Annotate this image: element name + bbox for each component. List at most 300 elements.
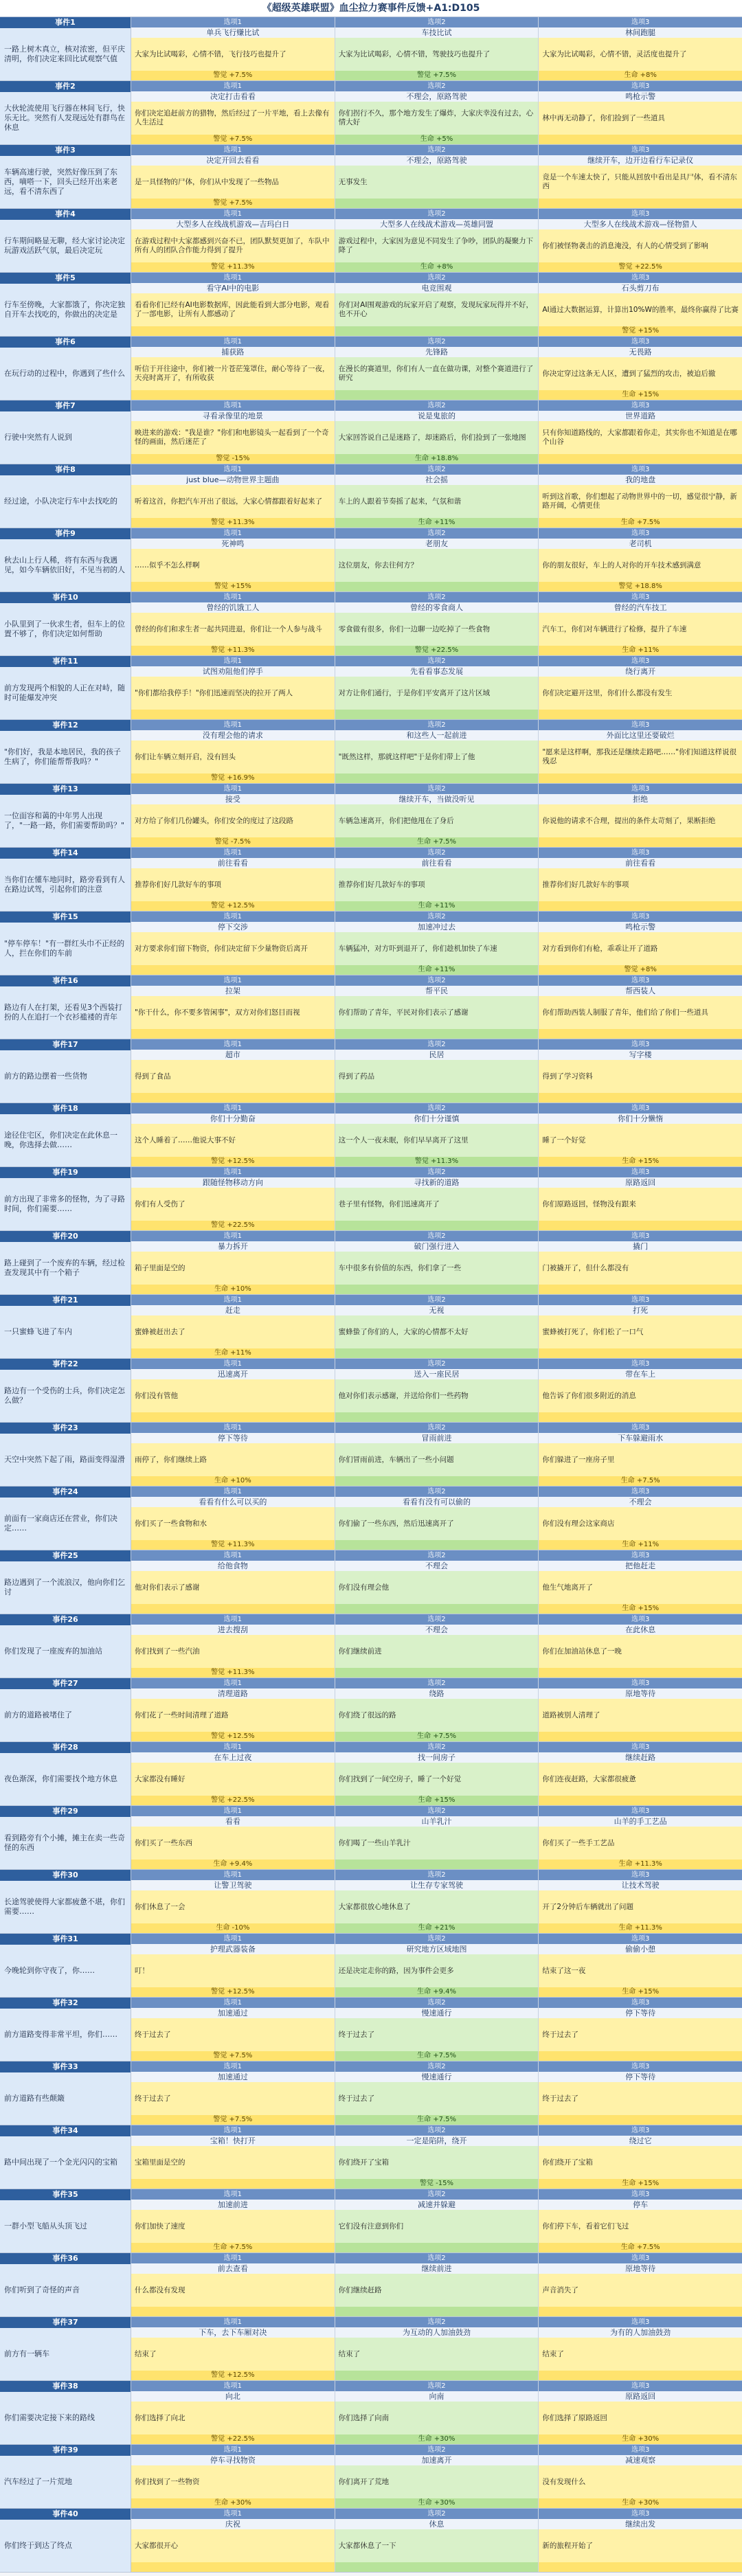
option-cell [335, 1934, 539, 1997]
option-result: 推荐你们好几款好车的事项 [131, 868, 335, 901]
option-label: 选项3 [539, 2125, 742, 2136]
option-effect [335, 773, 539, 783]
event-question: 路边有一个受伤的士兵，你们决定怎么做？ [4, 1386, 125, 1405]
option-title: 和这些人一起前进 [335, 730, 539, 741]
event-options [131, 145, 742, 208]
option-label: 选项1 [131, 1103, 335, 1114]
option-effect [335, 1860, 539, 1869]
option-label: 选项2 [335, 1550, 539, 1561]
option-label: 选项1 [131, 273, 335, 283]
option-title: 庆祝 [131, 2519, 335, 2529]
option-result: 曾经的你们和求生者一起共同进退，你们让一个人参与战斗 [131, 613, 335, 646]
option-effect: 警觉 +22.5% [539, 262, 742, 272]
option-label: 选项3 [539, 209, 742, 219]
option-effect: 警觉 +12.5% [131, 1732, 335, 1741]
option-cell [131, 17, 335, 80]
option-cell [335, 912, 539, 975]
option-effect [335, 1412, 539, 1422]
option-result: 无事发生 [335, 166, 539, 199]
option-label: 选项2 [335, 337, 539, 347]
option-effect [131, 2562, 335, 2572]
event-row [0, 1039, 742, 1103]
option-effect [131, 965, 335, 975]
option-effect [539, 1732, 742, 1741]
option-title: 你们十分懒惰 [539, 1114, 742, 1124]
event-name: 事件3 [0, 145, 131, 156]
option-result: 你们休息了一会 [131, 1890, 335, 1923]
event-name: 事件23 [0, 1423, 131, 1434]
option-cell [539, 2253, 742, 2316]
option-title: 护理武器装备 [131, 1944, 335, 1954]
option-effect: 生命 +7.5% [539, 1476, 742, 1486]
option-title: 写字楼 [539, 1050, 742, 1060]
option-effect [131, 390, 335, 400]
option-cell [539, 2189, 742, 2252]
event-name: 事件5 [0, 273, 131, 284]
event-question: 一只蜜蜂飞进了车内 [4, 1327, 72, 1336]
event-question: 途径住宅区，你们决定在此休息一晚，你选择去做…… [4, 1131, 117, 1149]
option-result: 这位朋友，你去往何方？ [335, 549, 539, 582]
option-cell [131, 337, 335, 400]
event-name: 事件21 [0, 1295, 131, 1306]
option-effect: 生命 +30% [335, 2434, 539, 2444]
option-cell [131, 1678, 335, 1741]
option-result: 你们决定避开这里，你们什么都没有发生 [539, 677, 742, 710]
event-info [0, 337, 131, 400]
event-row [0, 1678, 742, 1742]
option-label: 选项1 [131, 2189, 335, 2200]
event-info [0, 17, 131, 80]
event-name: 事件12 [0, 720, 131, 731]
event-info [0, 1870, 131, 1933]
event-info [0, 1934, 131, 1997]
event-name: 事件35 [0, 2189, 131, 2200]
event-question: 大伙轮流使用飞行器在林间飞行，快乐无比。突然有人发现远处有群鸟在休息 [4, 104, 125, 132]
option-effect: 警觉 +15% [131, 582, 335, 591]
option-label: 选项3 [539, 656, 742, 666]
event-row [0, 1998, 742, 2061]
option-effect: 警觉 +11.3% [131, 518, 335, 528]
option-result: 只有你知道路线的，大家都跟着你走，其实你也不知道是在哪个山谷 [539, 421, 742, 454]
option-cell [539, 1359, 742, 1422]
option-result: 你们拐行不久，那个地方发生了爆炸，大家庆幸没有过去，心情大好 [335, 102, 539, 135]
option-title: 先看看事态发展 [335, 666, 539, 677]
option-cell [131, 2509, 335, 2572]
option-effect: 生命 +30% [539, 2498, 742, 2508]
option-effect: 警觉 +7.5% [131, 199, 335, 208]
option-effect [131, 1029, 335, 1039]
option-label: 选项1 [131, 720, 335, 730]
option-cell [539, 2445, 742, 2508]
option-label: 选项3 [539, 337, 742, 347]
event-info [0, 2125, 131, 2189]
event-options [131, 1167, 742, 1230]
option-effect [335, 2371, 539, 2380]
option-cell [335, 1103, 539, 1166]
event-row [0, 209, 742, 273]
event-question: 前面有一家商店还在营业，你们决定…… [4, 1514, 117, 1533]
option-cell [539, 528, 742, 591]
option-title: 曾经的饥饿工人 [131, 602, 335, 613]
option-label: 选项3 [539, 1934, 742, 1944]
option-cell [131, 2317, 335, 2380]
option-cell [335, 1423, 539, 1486]
option-title: 帮西装人 [539, 986, 742, 996]
event-options [131, 2509, 742, 2572]
option-result: 你们冒雨前进，车辆出了一些小问题 [335, 1443, 539, 1476]
event-name: 事件13 [0, 784, 131, 795]
option-effect [539, 1796, 742, 1805]
option-result: 你们帮助西装人制服了青年，他们给了你们一些道具 [539, 996, 742, 1029]
event-info [0, 2317, 131, 2380]
option-label: 选项1 [131, 2509, 335, 2519]
option-effect: 生命 +11% [539, 1540, 742, 1550]
option-effect: 警觉 +15% [539, 326, 742, 336]
option-title: 减速并躲避 [335, 2200, 539, 2210]
option-label: 选项2 [335, 2125, 539, 2136]
option-title: 老司机 [539, 539, 742, 549]
option-cell [335, 2445, 539, 2508]
event-options [131, 1806, 742, 1869]
option-label: 选项3 [539, 81, 742, 91]
event-row [0, 17, 742, 81]
option-cell [131, 400, 335, 464]
option-cell [539, 2381, 742, 2444]
option-effect: 警觉 -7.5% [131, 837, 335, 847]
option-cell [539, 17, 742, 80]
option-result: 你们没有理会他 [335, 1571, 539, 1604]
option-label: 选项1 [131, 1934, 335, 1944]
event-name: 事件27 [0, 1678, 131, 1689]
option-result: 终于过去了 [131, 2082, 335, 2115]
option-label: 选项3 [539, 2061, 742, 2072]
option-label: 选项2 [335, 1103, 539, 1114]
option-effect: 生命 +5% [335, 135, 539, 144]
option-result: 你们对AI围观游戏的玩家开启了观察，发现玩家玩得并不好，也不开心 [335, 293, 539, 326]
event-name: 事件11 [0, 656, 131, 667]
option-label: 选项2 [335, 209, 539, 219]
option-title: 大型多人在线战术游戏—怪物猎人 [539, 219, 742, 229]
option-effect: 生命 +30% [539, 2434, 742, 2444]
event-info [0, 1295, 131, 1358]
event-row [0, 592, 742, 656]
option-effect: 警觉 +7.5% [131, 135, 335, 144]
option-label: 选项1 [131, 2125, 335, 2136]
event-info [0, 975, 131, 1039]
option-title: 冒雨前进 [335, 1433, 539, 1443]
option-label: 选项1 [131, 1550, 335, 1561]
option-result: 你们没有管他 [131, 1379, 335, 1412]
option-label: 选项3 [539, 528, 742, 539]
event-name: 事件29 [0, 1806, 131, 1817]
option-cell [335, 81, 539, 144]
option-effect: 警觉 +7.5% [131, 2115, 335, 2125]
option-effect [131, 1604, 335, 1614]
option-title: 让技术驾驶 [539, 1880, 742, 1890]
event-name: 事件14 [0, 848, 131, 859]
option-result: 你们加快了速度 [131, 2210, 335, 2243]
event-options [131, 1487, 742, 1550]
event-row [0, 2381, 742, 2445]
event-options [131, 1998, 742, 2061]
event-name: 事件6 [0, 337, 131, 348]
event-info [0, 912, 131, 975]
option-title: 加速通过 [131, 2072, 335, 2082]
option-cell [539, 1039, 742, 1103]
event-name: 事件8 [0, 464, 131, 475]
option-cell [335, 2509, 539, 2572]
option-label: 选项3 [539, 17, 742, 27]
option-label: 选项1 [131, 1998, 335, 2008]
option-result: 他生气地离开了 [539, 1571, 742, 1604]
option-cell [131, 656, 335, 719]
option-label: 选项3 [539, 1167, 742, 1177]
option-result: 你们买了一些手工艺品 [539, 1827, 742, 1860]
option-effect: 生命 +15% [539, 2179, 742, 2189]
event-question: 路边遇到了一个流浪汉，他向你们乞讨 [4, 1578, 125, 1596]
option-label: 选项1 [131, 1806, 335, 1816]
option-result: 箱子里面是空的 [131, 1252, 335, 1285]
option-result: 你们偷了一些东西，然后迅速离开了 [335, 1507, 539, 1540]
event-name: 事件36 [0, 2253, 131, 2264]
option-label: 选项3 [539, 1806, 742, 1816]
option-result: 你们在加油站休息了一晚 [539, 1635, 742, 1668]
option-cell [335, 464, 539, 528]
event-name: 事件33 [0, 2061, 131, 2072]
option-label: 选项2 [335, 2381, 539, 2391]
option-label: 选项2 [335, 975, 539, 986]
option-label: 选项1 [131, 1742, 335, 1752]
option-cell [131, 2253, 335, 2316]
option-result: 你们躲进了一座房子里 [539, 1443, 742, 1476]
option-result: 他对你们表示了感谢 [131, 1571, 335, 1604]
option-cell [335, 528, 539, 591]
option-title: 在车上过夜 [131, 1752, 335, 1763]
option-effect [539, 773, 742, 783]
event-row [0, 528, 742, 592]
event-name: 事件24 [0, 1487, 131, 1498]
option-cell [131, 1103, 335, 1166]
option-cell [539, 1487, 742, 1550]
option-effect [335, 1476, 539, 1486]
event-row [0, 464, 742, 528]
option-effect: 生命 +11% [335, 518, 539, 528]
option-label: 选项3 [539, 1870, 742, 1880]
event-question: 你们发现了一座废弃的加油站 [4, 1647, 102, 1656]
option-effect: 生命 +30% [131, 2498, 335, 2508]
event-info [0, 1742, 131, 1805]
event-question: 路中间出现了一个金光闪闪的宝箱 [4, 2158, 117, 2167]
option-effect: 警觉 +7.5% [335, 71, 539, 80]
option-title: 社会摇 [335, 475, 539, 485]
option-title: 打死 [539, 1305, 742, 1315]
option-effect: 生命 +9.4% [131, 1860, 335, 1869]
option-cell [131, 1614, 335, 1677]
event-name: 事件9 [0, 528, 131, 539]
event-row [0, 2509, 742, 2573]
option-title: 拒绝 [539, 794, 742, 804]
option-cell [131, 720, 335, 783]
option-result: 大家为比试喝彩，心情不错，驾驶技巧也提升了 [335, 38, 539, 71]
option-cell [131, 81, 335, 144]
option-title: 加速冲过去 [335, 922, 539, 932]
option-title: 世界道路 [539, 411, 742, 421]
event-question: 一群小型飞船从头顶飞过 [4, 2222, 87, 2230]
option-result: 你们原路返回，怪物没有跟来 [539, 1188, 742, 1221]
option-effect [539, 1093, 742, 1103]
option-label: 选项1 [131, 1167, 335, 1177]
option-label: 选项2 [335, 1423, 539, 1433]
option-effect: 生命 +8% [335, 262, 539, 272]
option-effect [539, 1221, 742, 1230]
option-label: 选项3 [539, 1998, 742, 2008]
option-title: 继续赶路 [539, 1752, 742, 1763]
event-question: 今晚轮到你守夜了，你…… [4, 1966, 95, 1975]
event-name: 事件39 [0, 2445, 131, 2456]
option-title: 电竞围观 [335, 283, 539, 293]
option-cell [539, 337, 742, 400]
option-cell [539, 273, 742, 336]
option-result: 你们买了一些食物和水 [131, 1507, 335, 1540]
event-question: 前方有一辆车 [4, 2349, 49, 2358]
event-question: 一位面容和蔼的中年男人出现了，"一路一路，你们需要帮助吗？" [4, 811, 125, 830]
option-effect: 生命 +10% [131, 1285, 335, 1294]
option-title: 研究地方区域地图 [335, 1944, 539, 1954]
option-result: 在漫长的赛道里，你们有人一直在做功课，对整个赛道进行了研究 [335, 357, 539, 390]
event-options [131, 2061, 742, 2125]
option-result: 林中再无动静了，你们捡到了一些道具 [539, 102, 742, 135]
option-title: 停车寻找物资 [131, 2455, 335, 2465]
option-title: 看守AI中的电影 [131, 283, 335, 293]
option-result: 蜜蜂被赶出去了 [131, 1315, 335, 1348]
option-title: 曾经的零食商人 [335, 602, 539, 613]
option-effect: 警觉 +11.3% [131, 1668, 335, 1677]
event-info [0, 784, 131, 847]
option-title: 民居 [335, 1050, 539, 1060]
option-title: 山羊乳汁 [335, 1816, 539, 1827]
option-cell [131, 2189, 335, 2252]
option-title: just blue—动物世界主题曲 [131, 475, 335, 485]
event-info [0, 1039, 131, 1103]
event-name: 事件30 [0, 1870, 131, 1881]
option-label: 选项3 [539, 1103, 742, 1114]
event-question: 秋去山上行人稀，将有东西与我遇见，如今车辆依旧好，不见当初的人 [4, 556, 125, 574]
option-result: 终于过去了 [539, 2082, 742, 2115]
option-title: 偷偷小憩 [539, 1944, 742, 1954]
event-options [131, 464, 742, 528]
event-question: 路边有人在打架，还看见3个西装打扮的人在追打一个衣衫褴褛的青年 [4, 1003, 122, 1021]
option-effect [335, 2562, 539, 2572]
option-label: 选项2 [335, 464, 539, 475]
option-label: 选项2 [335, 2189, 539, 2200]
option-title: 下车，去下车厢对决 [131, 2327, 335, 2338]
option-label: 选项3 [539, 1295, 742, 1305]
option-title: 前往看看 [131, 858, 335, 868]
option-cell [335, 1614, 539, 1677]
option-title: 看看有什么可以买的 [131, 1497, 335, 1507]
option-effect: 警觉 +18.8% [539, 582, 742, 591]
option-effect: 生命 +7.5% [335, 2115, 539, 2125]
option-effect [335, 1029, 539, 1039]
option-effect [539, 1412, 742, 1422]
option-label: 选项1 [131, 2445, 335, 2455]
event-row [0, 784, 742, 848]
option-title: 帮平民 [335, 986, 539, 996]
option-title: 为互动的人加油鼓劲 [335, 2327, 539, 2338]
option-result: 你们花了一些时间清理了道路 [131, 1699, 335, 1732]
event-options [131, 2445, 742, 2508]
option-effect: 警觉 +22.5% [131, 1221, 335, 1230]
option-label: 选项1 [131, 784, 335, 794]
option-effect: 生命 +11% [131, 1348, 335, 1358]
option-label: 选项1 [131, 1487, 335, 1497]
option-title: 大型多人在线战术游戏—英雄同盟 [335, 219, 539, 229]
option-cell [335, 2381, 539, 2444]
event-info [0, 1550, 131, 1614]
event-row [0, 2189, 742, 2253]
option-label: 选项1 [131, 1614, 335, 1625]
option-label: 选项1 [131, 17, 335, 27]
event-info [0, 2061, 131, 2125]
option-effect [131, 326, 335, 336]
event-options [131, 528, 742, 591]
event-row [0, 1870, 742, 1934]
option-cell [131, 528, 335, 591]
option-cell [335, 1295, 539, 1358]
option-cell [131, 784, 335, 847]
option-label: 选项2 [335, 1039, 539, 1050]
option-cell [335, 720, 539, 783]
event-options [131, 1870, 742, 1933]
option-title: 休息 [335, 2519, 539, 2529]
option-cell [131, 464, 335, 528]
option-label: 选项1 [131, 1678, 335, 1688]
option-effect [539, 2051, 742, 2061]
option-title: 为有的人加油鼓劲 [539, 2327, 742, 2338]
option-result: 终于过去了 [131, 2018, 335, 2051]
event-question: 行驶中突然有人说到 [4, 433, 72, 442]
option-label: 选项3 [539, 464, 742, 475]
option-cell [131, 209, 335, 272]
option-result: 听到这首歌，你们想起了动物世界中的一切，感觉很宁静，新路开阔，心情更佳 [539, 485, 742, 518]
option-label: 选项3 [539, 975, 742, 986]
option-label: 选项3 [539, 273, 742, 283]
option-title: 无畏路 [539, 347, 742, 357]
option-effect [539, 2115, 742, 2125]
option-label: 选项3 [539, 1359, 742, 1369]
option-label: 选项2 [335, 2061, 539, 2072]
option-title: 下车躲避雨水 [539, 1433, 742, 1443]
option-result: 大家都很开心 [131, 2529, 335, 2562]
event-name: 事件7 [0, 400, 131, 411]
event-question: 小队里到了一伙求生者，但车上的位置不够了，你们决定如何帮助 [4, 620, 125, 638]
option-cell [131, 1295, 335, 1358]
option-effect: 生命 +11% [335, 901, 539, 911]
event-question: 前方的道路被堵住了 [4, 1710, 72, 1719]
option-label: 选项2 [335, 1678, 539, 1688]
option-result: 你们停下车，看着它们飞过 [539, 2210, 742, 2243]
option-label: 选项2 [335, 848, 539, 858]
option-title: 停下等待 [131, 1433, 335, 1443]
option-effect: 生命 +21% [335, 1923, 539, 1933]
option-effect: 生命 +7.5% [335, 2051, 539, 2061]
event-name: 事件38 [0, 2381, 131, 2392]
option-cell [539, 2317, 742, 2380]
option-effect: 警觉 +12.5% [131, 2371, 335, 2380]
event-info [0, 2445, 131, 2508]
option-title: 给他食物 [131, 1561, 335, 1571]
option-result: 你们找到了一间空房子，睡了一个好觉 [335, 1763, 539, 1796]
